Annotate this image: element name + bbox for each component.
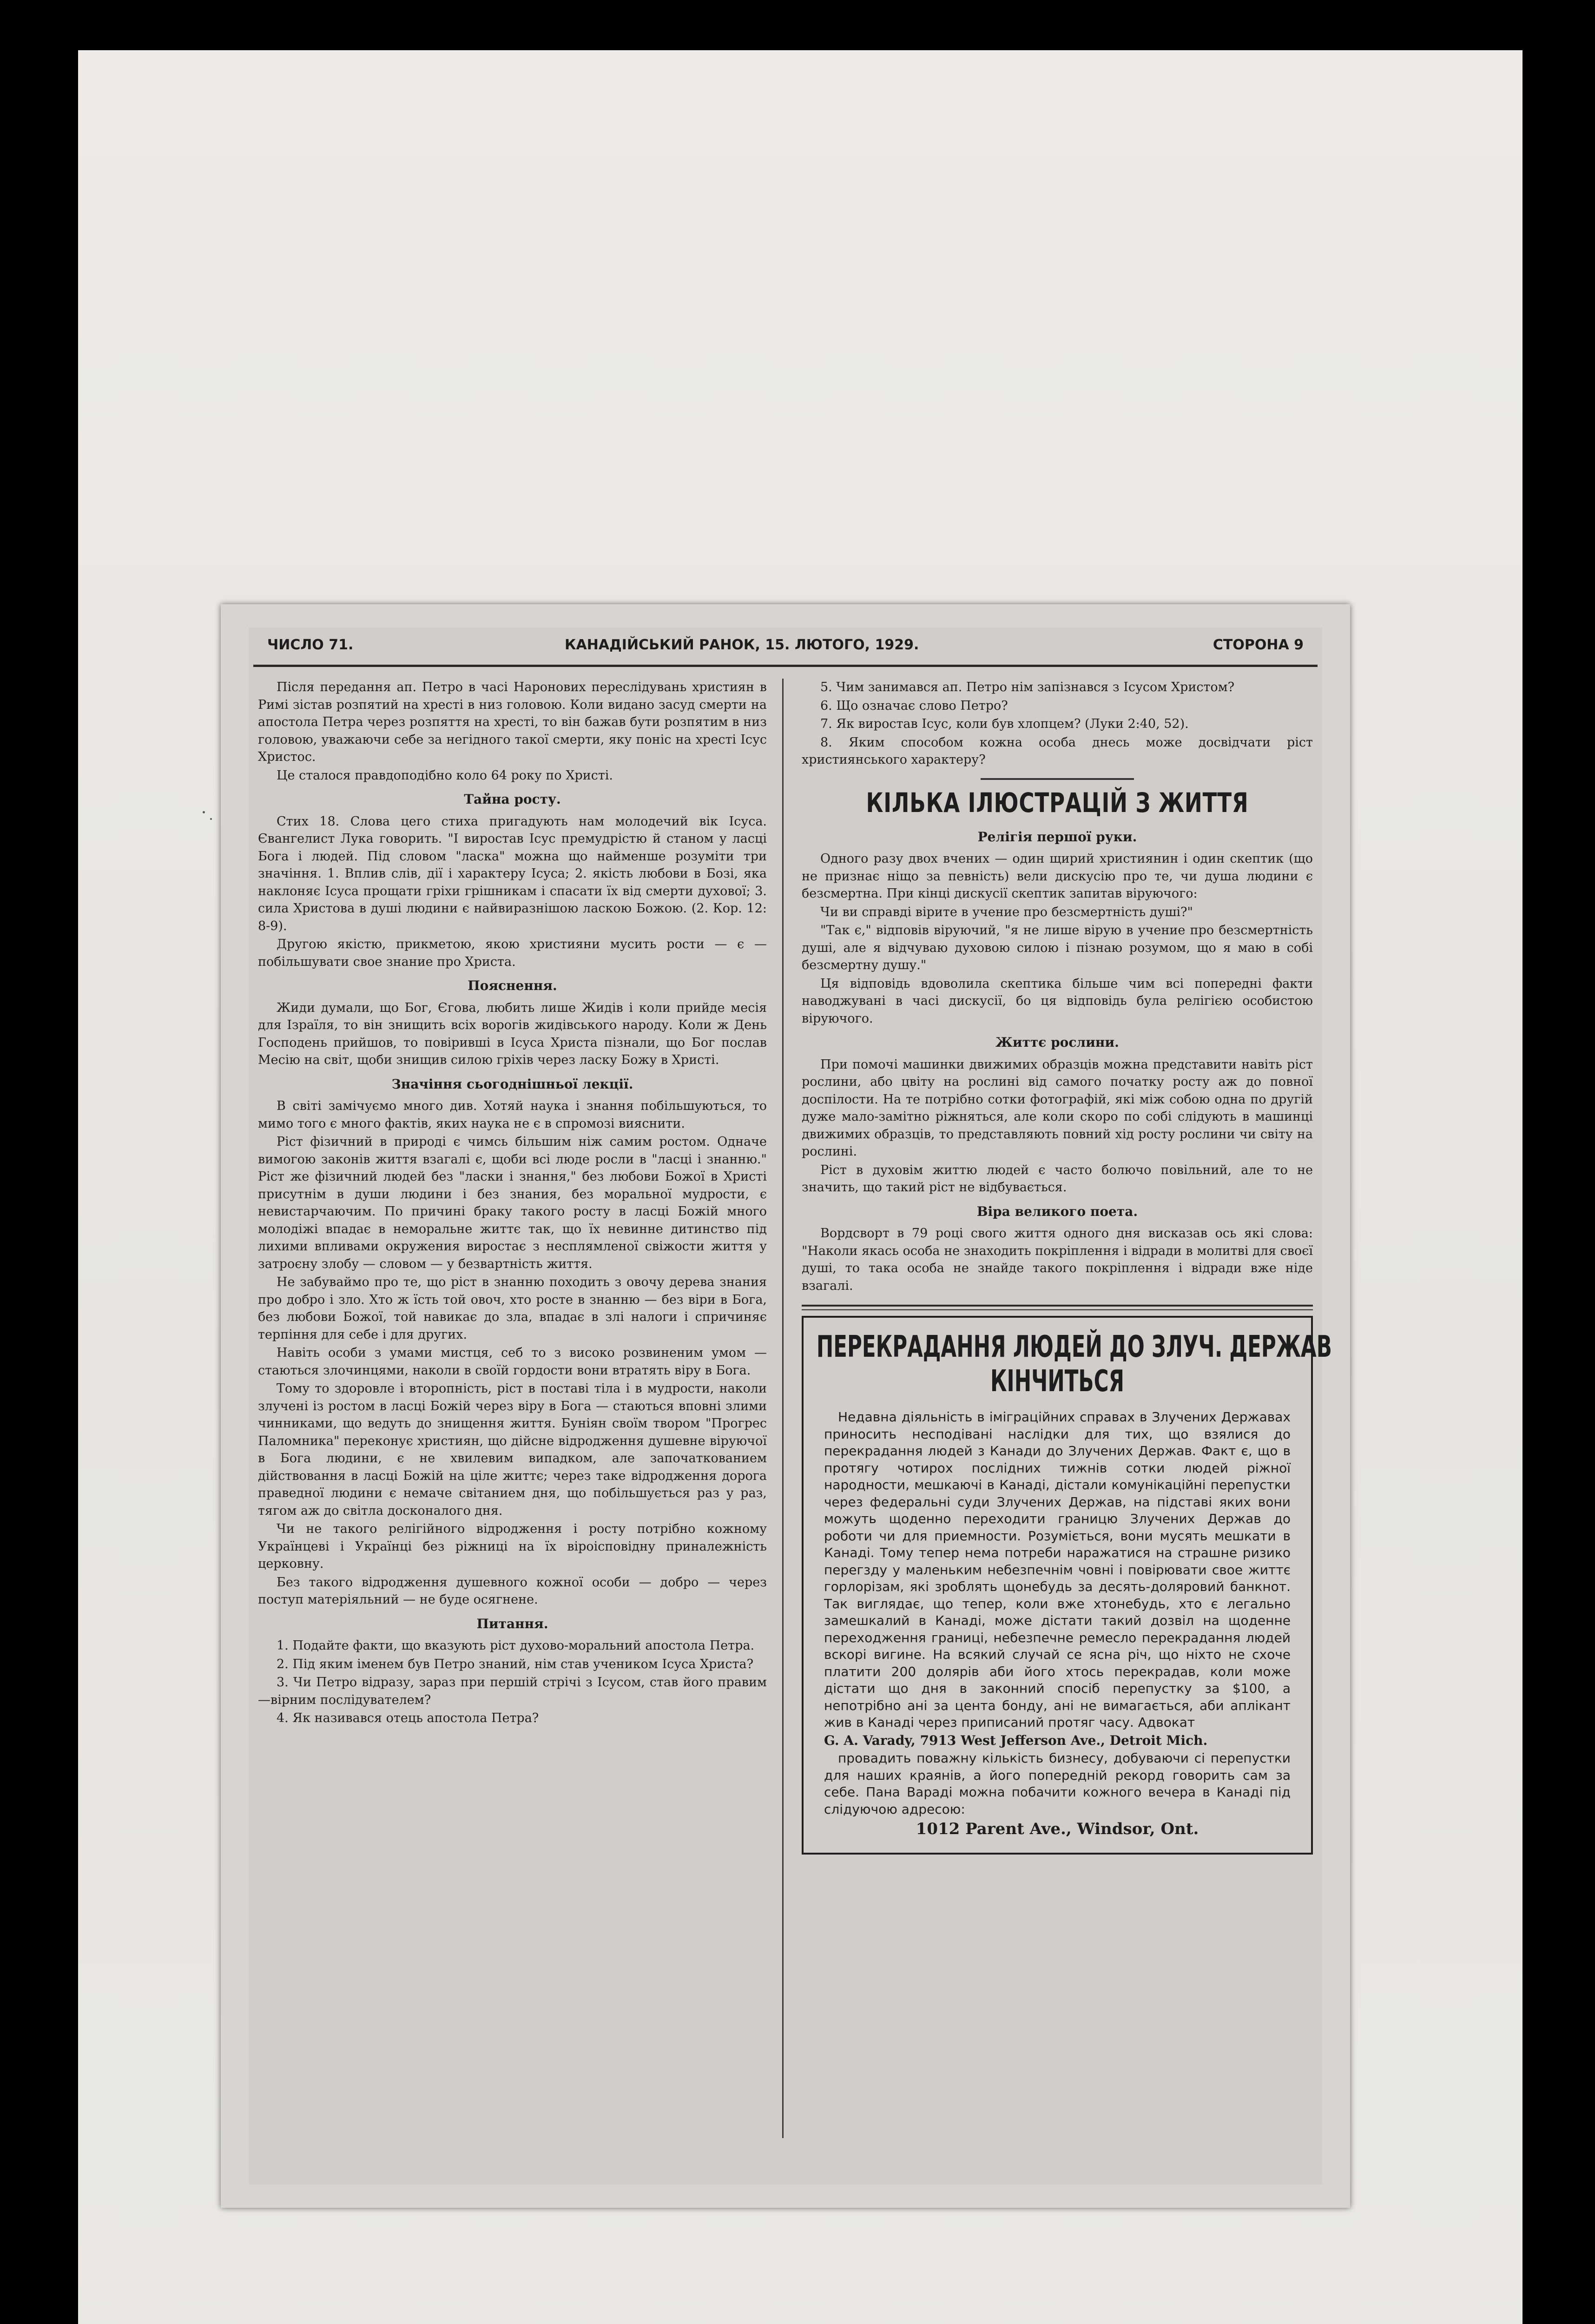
question-item: 1. Подайте факти, що вказують ріст духово-моральний апостола Петра. [277, 1638, 755, 1653]
ad-body-continued: провадить поважну кількість бизнесу, добуваючи сі перепустки для наших краянів, а його попередній рекорд говорить сам за себе. Пана Варадi можна побачити кожного вечера в Канаді під слідуючою адресою: [824, 1750, 1291, 1817]
double-rule [802, 1305, 1313, 1310]
paragraph: Ріст фізичний в природі є чимсь більшим ніж самим ростом. Одначе вимогою законів життя взагалі є, щоби всі люде росли в "ласці і знанню." Ріст же фізичний людей без "ласки і знання," без любови Божої в Христі присутнім в души людини і без знания, без моральної мудрости, є невистарчаючим. По причині браку такого росту в ласці Божій много молодіжі впадає в неморальне життє так, що їх невинне дитинство під лихими впливами окружения виростає з несплямленої свіжости життя у затроєну злобу — словом — у безвартність життя. [258, 1135, 767, 1271]
paragraph: Після передання ап. Петро в часі Наронових переслідувань християн в Римі зістав розпятий на хресті в низ головою. Коли видано засуд смерти на апостола Петра через розпяття на хресті, то він бажав бути розпятим в низ головою, уважаючи себе за негідного такої смерти, яку поніс на хресті Ісус Христос. [258, 680, 767, 764]
section-title: КІЛЬКА ІЛЮСТРАЦІЙ З ЖИТТЯ [866, 786, 1249, 819]
question-item: 6. Що означає слово Петро? [820, 698, 1008, 713]
paragraph: Другою якістю, прикметою, якою християни мусить рости — є — побільшувати свое знание про Христа. [258, 937, 767, 969]
paragraph: Ця відповідь вдоволила скептика більше чим всі попередні факти наводжувані в часі дискусії, бо ця відповідь була релігією особистою віруючого. [802, 976, 1313, 1026]
header-rule [253, 665, 1318, 667]
question-item: 5. Чим занимався ап. Петро нім запізнався з Ісусом Христом? [820, 680, 1235, 694]
paragraph: В світі замічуємо много див. Хотяй наука і знання побільшуються, то мимо того є много фактів, яких наука не є в спромозі вияснити. [258, 1099, 767, 1131]
film-speck [203, 811, 205, 813]
section-heading: Тайна росту. [464, 792, 561, 807]
paragraph: "Так є," відповів віруючий, "я не лише вірую в учение про безсмертність душі, але я відчуваю духовою силою і пізнаю розумом, що я маю в собі безсмертну душу." [802, 923, 1313, 972]
paragraph: При помочі машинки движимих образців можна представити навіть ріст рослини, або цвіту на рослині від самого початку росту аж до повної доспілости. На те потрібно сотки фотографій, які між собою одна по другій дуже мало-замітно ріжняться, але коли скоро по собі слідують в машинці движимих образців, то представляють повний хід росту рослини чи світу на рослині. [802, 1057, 1313, 1159]
advertisement-box [802, 1316, 1332, 1855]
paragraph: Жиди думали, що Бог, Єгова, любить лише Жидів і коли прийде месія для Ізраїля, то він знищить всіх ворогів жидівського народу. Коли ж День Господень прийшов, то повірившi в Ісуса Христа пізнали, що Бог послав Месію на світ, щоби знищив силою гріхів через ласку Божу в Христі. [258, 1000, 767, 1067]
ad-headline-line1: ПЕРЕКРАДАННЯ ЛЮДЕЙ ДО ЗЛУЧ. ДЕРЖАВ [816, 1330, 1332, 1364]
ad-advocate-address: G. A. Varady, 7913 West Jefferson Ave., Detroit Mich. [824, 1732, 1208, 1748]
page-content [249, 627, 1332, 2185]
ad-windsor-address: 1012 Parent Ave., Windsor, Ont. [916, 1820, 1199, 1838]
newspaper-title-date: КАНАДІЙСЬКИЙ РАНОК, 15. ЛЮТОГО, 1929. [565, 637, 919, 653]
right-column [802, 679, 1332, 1855]
question-item: 8. Яким способом кожна особа днесь може досвідчати ріст християнського характеру? [802, 735, 1313, 767]
ad-headline [816, 1330, 1332, 1399]
paragraph: Не забуваймо про те, що ріст в знанню походить з овочу дерева знания про добро і зло. Хто ж їсть той овоч, хто росте в знанню — без віри в Бога, без любови Божої, той навикає до зла, впадає в злі налоги і спричиняє терпіння для себе і для других. [258, 1275, 767, 1342]
newspaper-page [221, 604, 1350, 2208]
section-heading: Релігія першої руки. [977, 829, 1137, 845]
paragraph: Чи не такого релігійного відродження і росту потрібно кожному Українцеві і Українці без ріжниці на їх віроісповідну приналежність церковну. [258, 1522, 767, 1571]
section-heading: Значіння сьогоднішньої лекції. [391, 1076, 633, 1092]
ad-headline-line2: КІНЧИТЬСЯ [990, 1364, 1125, 1399]
question-item: 4. Як називався отець апостола Петра? [277, 1711, 539, 1725]
column-rule [782, 679, 784, 2138]
issue-number: ЧИСЛО 71. [267, 637, 354, 653]
section-heading: Пояснення. [468, 978, 557, 993]
paragraph: Одного разу двох вчених — один щирий християнин і один скептик (що не признає ніщо за певність) вели дискусію про те, чи душа людини є безсмертна. При кінці дискусії скептик запитав віруючого: [802, 852, 1313, 901]
section-heading: Життє рослини. [995, 1035, 1119, 1050]
paragraph: Тому то здоровле і второпність, ріст в поставі тіла і в мудрости, наколи злучені із ростом в ласці Божій через віру в Бога — стаються вповні злими чинниками, що ведуть до знищення життя. Буніян своїм твором "Прогрес Паломника" переконує християн, що дійсне відродження душевне віруючої в Бога людини, є не хвилевим випадком, але започаткованием дійствовання в ласці Божій на ціле життє; через таке відродження дорога праведної людини є немаче світанием дня, що побільшується раз у раз, тягом аж до світла досконалого дня. [258, 1381, 767, 1518]
paragraph: Навіть особи з умами мистця, себ то з високо розвиненим умом — стаються злочинцями, наколи в своїй гордости вони втратять віру в Бога. [258, 1346, 767, 1378]
page-number: СТОРОНА 9 [1213, 637, 1304, 653]
left-column [258, 679, 767, 1728]
question-item: 3. Чи Петро відразу, зараз при першій стрічі з Ісусом, став його правим—вірним послідувателем? [258, 1675, 767, 1707]
paragraph: Ріст в духовім життю людей є часто болючо повільний, але то не значить, що такий ріст не відбувається. [802, 1162, 1313, 1195]
separator-rule [981, 778, 1134, 780]
question-item: 2. Під яким іменем був Петро знаний, нім став учеником Ісуса Христа? [277, 1657, 754, 1671]
section-heading: Віра великого поета. [976, 1203, 1138, 1219]
question-item: 7. Як виростав Ісус, коли був хлопцем? (Луки 2:40, 52). [820, 717, 1189, 731]
paragraph: Вордсворт в 79 році свого життя одного дня висказав ось які слова: "Наколи якась особа не знаходить покріплення і відради в молитві для своєї душі, то така особа не знайде такого покріплення і відради вже ніде взагалі. [802, 1226, 1313, 1293]
section-heading: Питання. [476, 1616, 548, 1631]
ad-body: Недавна діяльність в іміграційних справах в Злучених Державах приносить несподівані наслідки для тих, що взялися до перекрадання людей з Канади до Злучених Держав. Факт є, що в протягу чотирох послідних тижнів сотки людей ріжної народности, мешкаючі в Канаді, дістали комунікаційні перепустки через федеральні суди Злучених Держав, на підставі яких вони можуть щоденно переходити границю Злучених Держав до роботи чи для приемности. Розуміється, вони мусять мешкати в Канаді. Тому тепер нема потреби наражатися на страшне ризико перегзду у маленьким небезпечнім човні і повірювати свое життє горлорізам, які зроблять щонебудь за десять-доляровий банкнот. Так виглядає, що тепер, коли вже хтонебудь, хто є легально замешкалий в Канаді, може дістати такий дозвіл на щоденне переходження границі, небезпечне ремесло перекрадання людей вскорі вигине. На всякий случай се ясна річ, що ніхто не схоче платити 200 долярів аби його хтось перекрадав, коли може дістати що дня в законний спосіб перепустку за $100, а непотрібно ані за цента бонду, ані не вимагається, аби аплікант жив в Канаді через приписаний протяг часу. Адвокат [824, 1409, 1291, 1730]
paragraph: Стих 18. Слова цего стиха пригадують нам молодечий вік Ісуса. Євангелист Лука говорить. "І виростав Ісус премудрістю й станом у ласці Бога і людей. Під словом "ласка" можна що найменше розуміти три значіння. 1. Вплив слів, дії і характеру Ісуса; 2. якість любови в Бозі, яка наклоняє Ісуса прощати гріхи грішникам і спасати їх від смерти духової; 3. сила Христова в душі людини є найвиразнішою ласкою Божою. (2. Кор. 12: 8-9). [258, 814, 767, 933]
paragraph: Без такого відродження душевного кожної особи — добро — через поступ матеріяльний — не буде осягнене. [258, 1575, 767, 1607]
paragraph: Чи ви справді вірите в учение про безсмертність душі?" [820, 905, 1193, 919]
paragraph: Це сталося правдоподібно коло 64 року по Христі. [277, 768, 613, 783]
film-speck [210, 818, 212, 820]
running-header [253, 627, 1318, 660]
